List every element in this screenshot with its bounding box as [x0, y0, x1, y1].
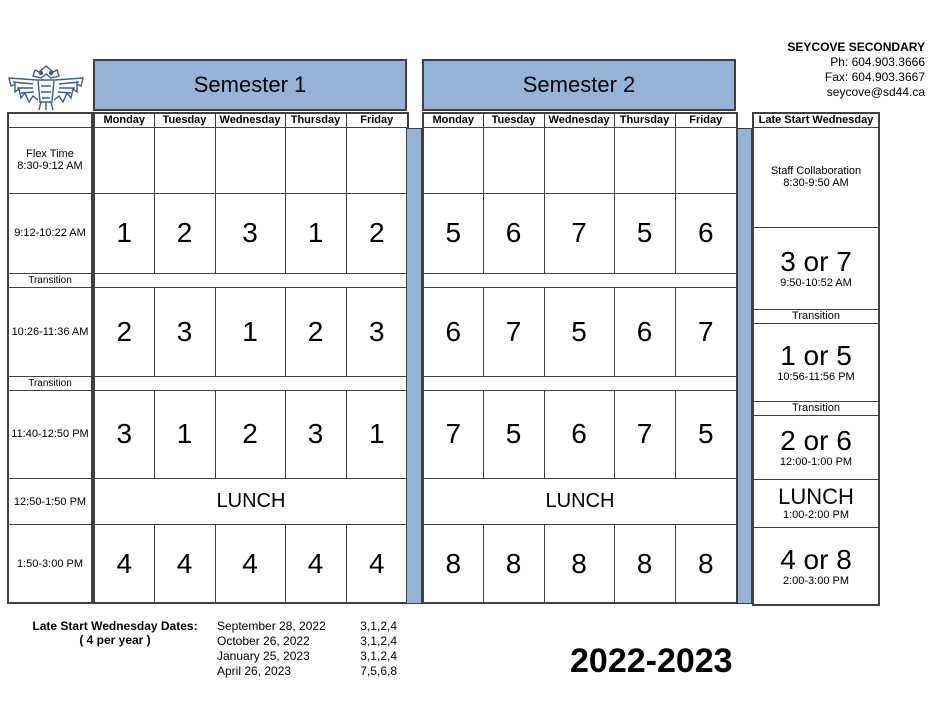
s1-block-cell: 3 — [285, 390, 346, 478]
late-block-2: 1 or 5 10:56-11:56 PM — [753, 323, 879, 401]
s2-block-cell: 6 — [614, 288, 675, 376]
time-flex: Flex Time 8:30-9:12 AM — [8, 127, 92, 193]
time-header-empty — [8, 113, 92, 127]
s2-block-cell: 5 — [614, 193, 675, 273]
s2-flex-cell — [544, 127, 614, 193]
semester-divider-bar — [406, 128, 422, 604]
late-start-dates-list — [217, 619, 397, 679]
s2-block-cell: 6 — [483, 193, 544, 273]
s2-block-cell: 7 — [423, 390, 483, 478]
s2-block-cell: 7 — [544, 193, 614, 273]
school-name: SEYCOVE SECONDARY — [787, 40, 925, 54]
s2-transition-row — [423, 274, 737, 288]
school-fax: Fax: 604.903.3667 — [824, 70, 925, 84]
s1-flex-cell — [94, 127, 154, 193]
semester-2-header — [422, 59, 736, 111]
s1-block-cell: 4 — [346, 525, 408, 603]
s1-flex-cell — [346, 127, 408, 193]
time-block-1: 9:12-10:22 AM — [8, 193, 92, 273]
s2-lunch: LUNCH — [423, 478, 737, 524]
s1-flex-cell — [154, 127, 215, 193]
semester-1-title: Semester 1 — [193, 72, 307, 97]
late-date-row: September 28, 2022 3,1,2,4 — [217, 619, 397, 633]
late-staff-collab: Staff Collaboration 8:30-9:50 AM — [753, 127, 879, 227]
late-start-dates-title: Late Start Wednesday Dates: ( 4 per year ) — [32, 619, 198, 647]
late-block-4: 4 or 8 2:00-3:00 PM — [753, 527, 879, 605]
s1-block-cell: 3 — [94, 390, 154, 478]
s1-day-friday: Friday — [346, 113, 408, 127]
s1-block-cell: 2 — [94, 288, 154, 376]
s2-day-friday: Friday — [675, 113, 737, 127]
s2-flex-cell — [614, 127, 675, 193]
s1-block-cell: 2 — [285, 288, 346, 376]
s1-day-wednesday: Wednesday — [215, 113, 285, 127]
semester-2-title: Semester 2 — [522, 72, 636, 97]
s1-flex-cell — [215, 127, 285, 193]
s2-block-cell: 6 — [675, 193, 737, 273]
time-block-3: 11:40-12:50 PM — [8, 390, 92, 478]
time-lunch: 12:50-1:50 PM — [8, 478, 92, 524]
s2-block-cell: 8 — [544, 525, 614, 603]
late-transition-1: Transition — [753, 309, 879, 323]
s2-transition-row — [423, 376, 737, 390]
school-year: 2022-2023 — [570, 642, 733, 680]
s2-block-cell: 7 — [675, 288, 737, 376]
semester-1-header — [93, 59, 407, 111]
late-block-3: 2 or 6 12:00-1:00 PM — [753, 415, 879, 479]
s1-block-cell: 2 — [215, 390, 285, 478]
s2-block-cell: 7 — [483, 288, 544, 376]
s2-block-cell: 6 — [423, 288, 483, 376]
school-phone: Ph: 604.903.3666 — [830, 55, 925, 69]
s2-block-cell: 5 — [544, 288, 614, 376]
time-column — [7, 112, 93, 604]
s1-block-cell: 2 — [346, 193, 408, 273]
s1-transition-row — [94, 274, 408, 288]
s1-block-cell: 3 — [154, 288, 215, 376]
semester-2-grid — [422, 112, 738, 604]
time-block-4: 1:50-3:00 PM — [8, 525, 92, 603]
semester-divider-bar — [736, 128, 752, 604]
s2-day-thursday: Thursday — [614, 113, 675, 127]
s1-block-cell: 4 — [285, 525, 346, 603]
s1-block-cell: 4 — [215, 525, 285, 603]
s1-block-cell: 1 — [94, 193, 154, 273]
s2-block-cell: 8 — [675, 525, 737, 603]
s2-block-cell: 5 — [423, 193, 483, 273]
time-block-2: 10:26-11:36 AM — [8, 288, 92, 376]
s1-block-cell: 1 — [215, 288, 285, 376]
s1-day-thursday: Thursday — [285, 113, 346, 127]
s1-transition-row — [94, 376, 408, 390]
school-email: seycove@sd44.ca — [826, 85, 925, 99]
s2-block-cell: 6 — [544, 390, 614, 478]
late-lunch: LUNCH 1:00-2:00 PM — [753, 479, 879, 527]
time-transition-2: Transition — [8, 376, 92, 390]
s1-block-cell: 4 — [154, 525, 215, 603]
s2-flex-cell — [483, 127, 544, 193]
semester-1-grid — [93, 112, 409, 604]
s1-block-cell: 4 — [94, 525, 154, 603]
s2-block-cell: 8 — [614, 525, 675, 603]
late-transition-2: Transition — [753, 401, 879, 415]
s1-day-tuesday: Tuesday — [154, 113, 215, 127]
s2-block-cell: 5 — [675, 390, 737, 478]
school-info — [787, 40, 925, 100]
late-block-1: 3 or 7 9:50-10:52 AM — [753, 227, 879, 309]
s2-block-cell: 8 — [423, 525, 483, 603]
s1-flex-cell — [285, 127, 346, 193]
thunderbird-logo-icon — [5, 62, 87, 112]
s1-block-cell: 1 — [154, 390, 215, 478]
late-start-column — [752, 112, 880, 606]
s2-block-cell: 8 — [483, 525, 544, 603]
s1-day-monday: Monday — [94, 113, 154, 127]
s1-block-cell: 1 — [346, 390, 408, 478]
s2-day-tuesday: Tuesday — [483, 113, 544, 127]
s2-flex-cell — [675, 127, 737, 193]
s2-block-cell: 7 — [614, 390, 675, 478]
late-date-row: October 26, 2022 3,1,2,4 — [217, 634, 397, 648]
s2-day-wednesday: Wednesday — [544, 113, 614, 127]
s1-block-cell: 3 — [215, 193, 285, 273]
s1-block-cell: 2 — [154, 193, 215, 273]
late-date-row: April 26, 2023 7,5,6,8 — [217, 664, 397, 678]
s1-block-cell: 3 — [346, 288, 408, 376]
time-transition-1: Transition — [8, 274, 92, 288]
s2-flex-cell — [423, 127, 483, 193]
s2-day-monday: Monday — [423, 113, 483, 127]
late-start-header: Late Start Wednesday — [753, 113, 879, 127]
late-date-row: January 25, 2023 3,1,2,4 — [217, 649, 397, 663]
s1-block-cell: 1 — [285, 193, 346, 273]
s1-lunch: LUNCH — [94, 478, 408, 524]
s2-block-cell: 5 — [483, 390, 544, 478]
